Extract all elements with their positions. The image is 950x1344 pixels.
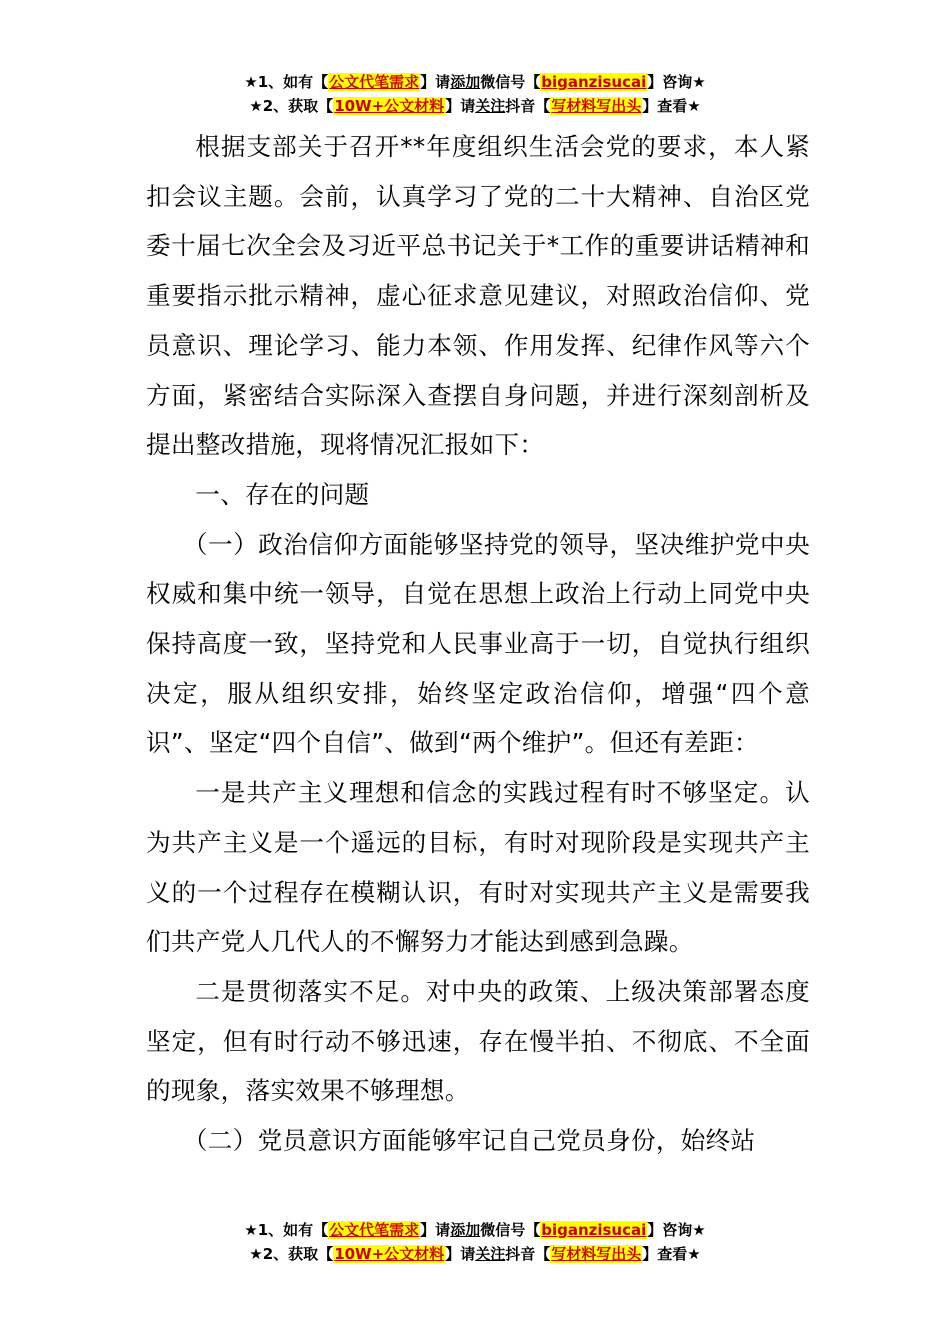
body-paragraph: 二是贯彻落实不足。对中央的政策、上级决策部署态度坚定，但有时行动不够迅速，存在慢半拍、不彻底、不全面的现象，落实效果不够理想。 xyxy=(146,976,810,1106)
highlight-text: 公文代笔需求 xyxy=(329,73,420,91)
subsection-paragraph: （二）党员意识方面能够牢记自己党员身份，始终站 xyxy=(182,1126,756,1156)
subsection-paragraph: （一）政治信仰方面能够坚持党的领导，坚决维护党中央权威和集中统一领导，自觉在思想上政治上行动上同党中央保持高度一致，坚持党和人民事业高于一切，自觉执行组织决定，服从组织安排，始终坚定政治信仰，增强“四个意识”、坚定“四个自信”、做到“两个维护”。但还有差距： xyxy=(146,529,810,758)
section-heading: 一、存在的问题 xyxy=(195,479,370,509)
document-body xyxy=(146,122,810,1166)
wechat-id: biganzisucai xyxy=(541,73,647,91)
wechat-id: biganzisucai xyxy=(541,1221,647,1239)
douyin-account: 写材料写出头 xyxy=(551,97,642,115)
highlight-text: 10W+公文材料 xyxy=(334,97,445,115)
promo-line-2: ★2、获取【10W+公文材料】请关注抖音【写材料写出头】查看★ xyxy=(249,1245,701,1263)
promo-banner-bottom xyxy=(0,1218,950,1266)
highlight-text: 10W+公文材料 xyxy=(334,1245,445,1263)
promo-banner-top xyxy=(0,70,950,118)
promo-line-1: ★1、如有【公文代笔需求】请添加微信号【biganzisucai】咨询★ xyxy=(244,73,706,91)
douyin-account: 写材料写出头 xyxy=(551,1245,642,1263)
promo-line-1: ★1、如有【公文代笔需求】请添加微信号【biganzisucai】咨询★ xyxy=(244,1221,706,1239)
intro-paragraph: 根据支部关于召开**年度组织生活会党的要求，本人紧扣会议主题。会前，认真学习了党的二十大精神、自治区党委十届七次全会及习近平总书记关于*工作的重要讲话精神和重要指示批示精神，虚心征求意见建议，对照政治信仰、党员意识、理论学习、能力本领、作用发挥、纪律作风等六个方面，紧密结合实际深入查摆自身问题，并进行深刻剖析及提出整改措施，现将情况汇报如下： xyxy=(146,132,810,460)
underlined-text: 关注 xyxy=(475,97,506,115)
body-paragraph: 一是共产主义理想和信念的实践过程有时不够坚定。认为共产主义是一个遥远的目标，有时对现阶段是实现共产主义的一个过程存在模糊认识，有时对实现共产主义是需要我们共产党人几代人的不懈努力才能达到感到急躁。 xyxy=(146,778,810,957)
underlined-text: 添加 xyxy=(450,1221,481,1239)
underlined-text: 添加 xyxy=(450,73,481,91)
underlined-text: 关注 xyxy=(475,1245,506,1263)
promo-line-2: ★2、获取【10W+公文材料】请关注抖音【写材料写出头】查看★ xyxy=(249,97,701,115)
highlight-text: 公文代笔需求 xyxy=(329,1221,420,1239)
